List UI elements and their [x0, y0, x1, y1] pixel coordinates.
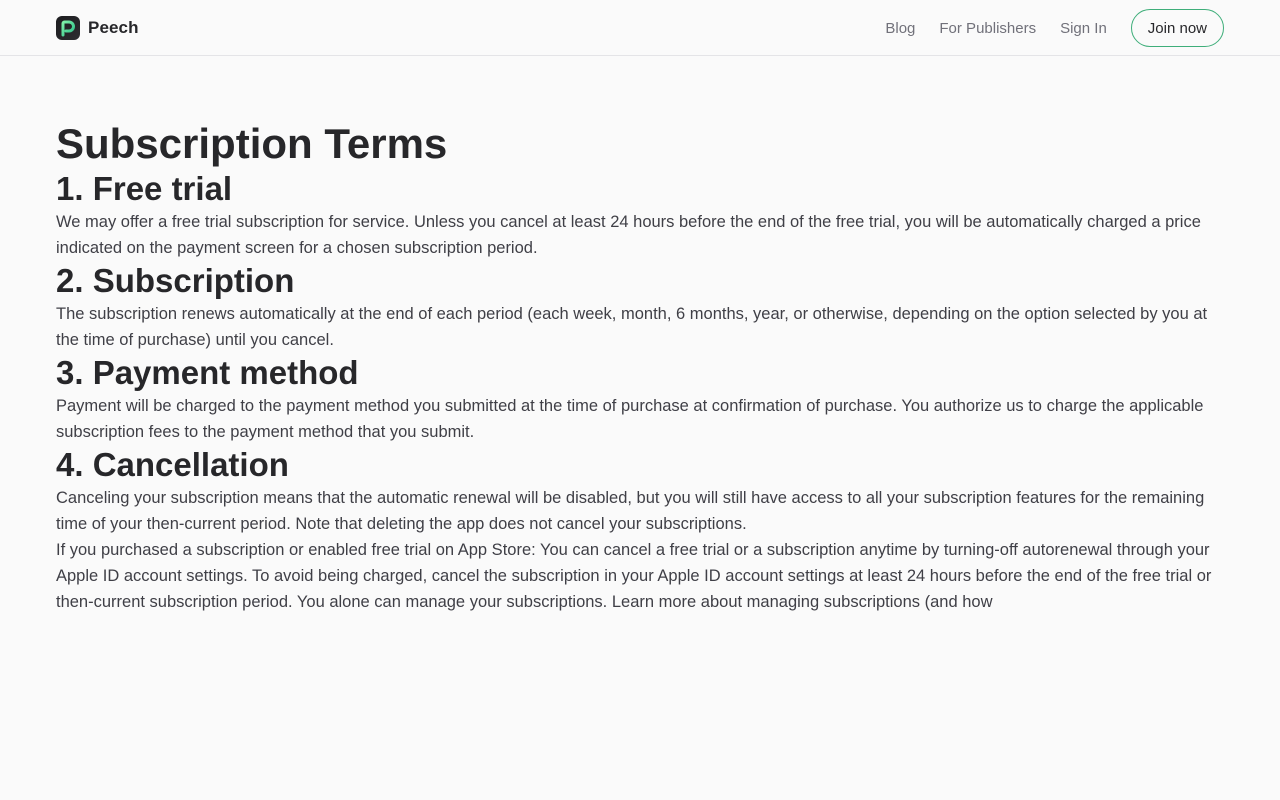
brand-home-link[interactable] — [56, 16, 139, 40]
page-title: Subscription Terms — [56, 120, 448, 167]
nav-link-blog[interactable]: Blog — [885, 19, 916, 37]
main-nav — [885, 9, 1224, 47]
section-paragraph: Payment will be charged to the payment method you submitted at the time of purchase at confirmation of purchase. You authorize us to charge the applicable subscription fees to the payment method that you submit. — [56, 397, 1204, 441]
brand-name: Peech — [88, 18, 139, 37]
top-navigation-bar — [0, 0, 1280, 56]
section-paragraph: If you purchased a subscription or enabled free trial on App Store: You can cancel a free trial or a subscription anytime by turning-off autorenewal through your Apple ID account settings. To avoid being charged, cancel the subscription in your Apple ID account settings at least 24 hours before the end of the free trial or then-current subscription period. You alone can manage your subscriptions. Learn more about managing subscriptions (and how — [56, 541, 1212, 611]
peech-logo-icon — [56, 16, 80, 40]
section-heading: 4. Cancellation — [56, 446, 289, 483]
section-heading: 3. Payment method — [56, 354, 359, 391]
nav-link-sign-in[interactable]: Sign In — [1060, 19, 1107, 37]
section-paragraph: The subscription renews automatically at the end of each period (each week, month, 6 months, year, or otherwise, depending on the option selected by you at the time of purchase) until you cancel. — [56, 305, 1208, 349]
nav-link-for-publishers[interactable]: For Publishers — [939, 19, 1037, 37]
main-content — [56, 119, 1224, 615]
section-payment-method — [56, 353, 1224, 445]
section-paragraph: Canceling your subscription means that the automatic renewal will be disabled, but you will still have access to all your subscription features for the remaining time of your then-current period. Note that deleting the app does not cancel your subscriptions. — [56, 489, 1205, 533]
section-paragraph: We may offer a free trial subscription for service. Unless you cancel at least 24 hours before the end of the free trial, you will be automatically charged a price indicated on the payment screen for a chosen subscription period. — [56, 213, 1201, 257]
section-cancellation — [56, 445, 1224, 615]
section-heading: 1. Free trial — [56, 170, 233, 207]
join-now-button[interactable]: Join now — [1131, 9, 1224, 47]
section-free-trial — [56, 169, 1224, 261]
section-subscription — [56, 261, 1224, 353]
section-heading: 2. Subscription — [56, 262, 295, 299]
